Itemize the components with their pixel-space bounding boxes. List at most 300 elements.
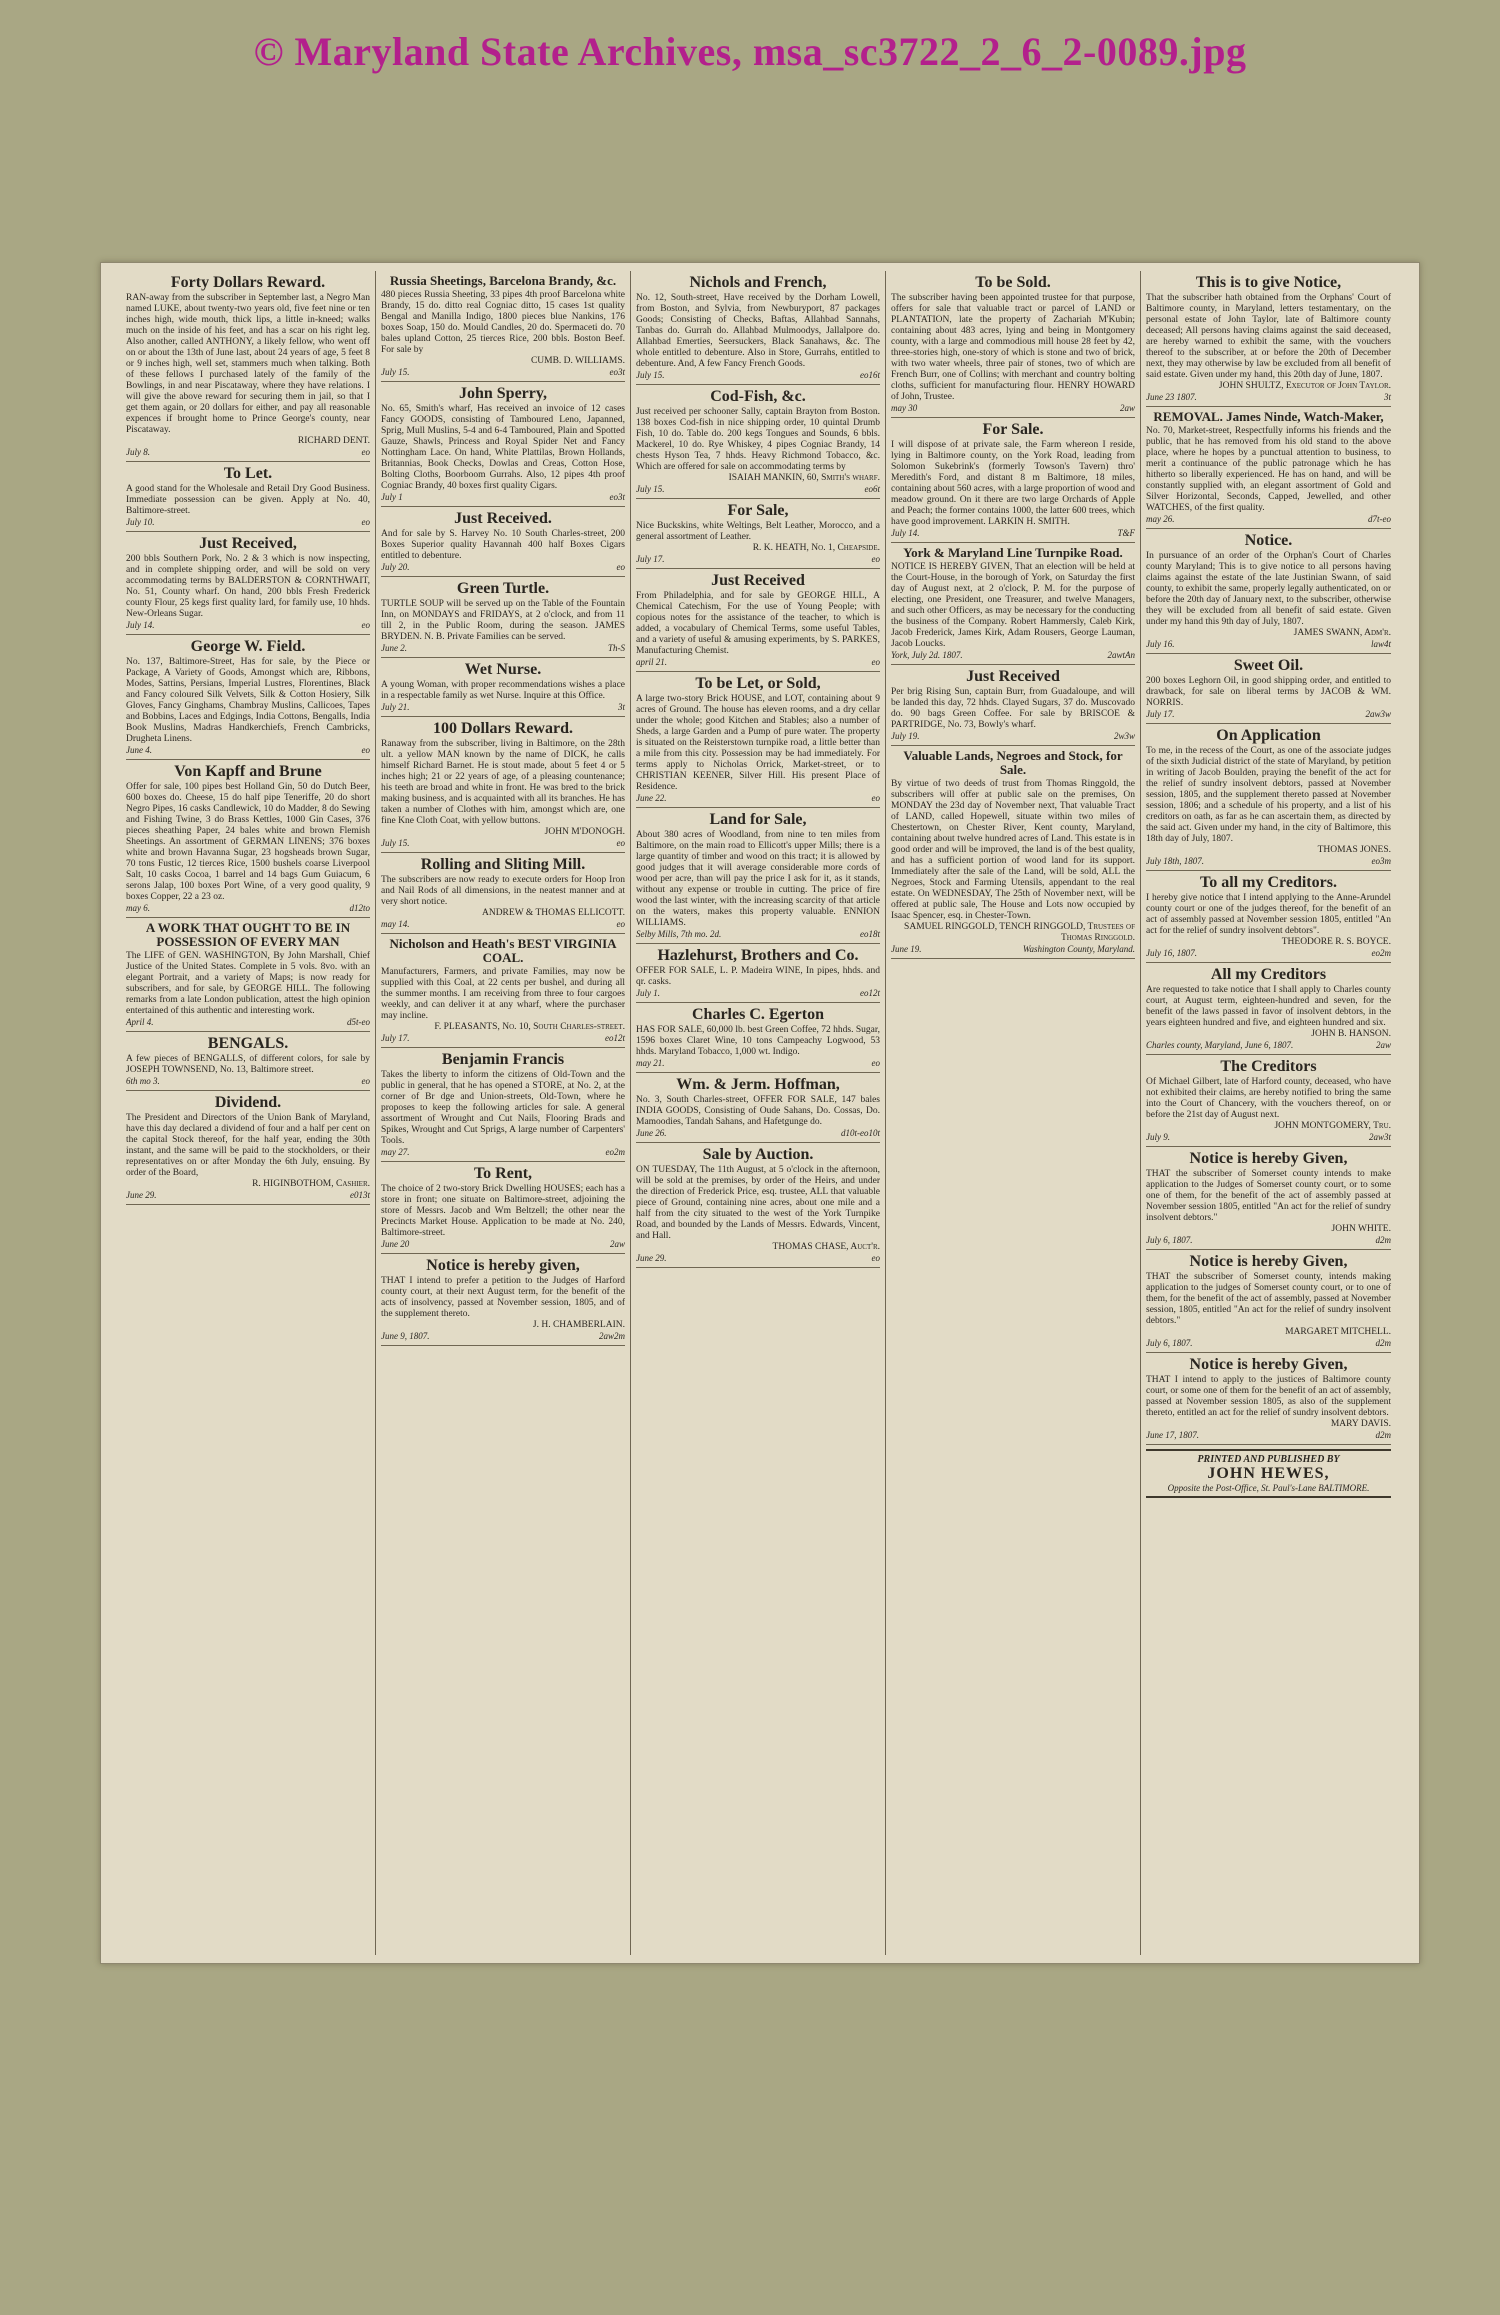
ad-title: Sweet Oil.: [1233, 657, 1304, 674]
ad-dateline: [636, 1253, 880, 1263]
ad-body: The subscriber having been appointed trustee for that purpose, offers for sale that valuable tract or parcel of LAND or PLANTATION, late the property of Zachariah M'Kubin; containing about 483 acres, lying and being in Montgomery county, with a large and commodious mill house 28 feet by 42, three-stories high, one-story of which is stone and two of brick, with two water wheels, three pair of stones, two of which are French Burr, one of Collins; with merchant and country bolting cloths, sufficient for manufacturing flour. HENRY HOWARD of John, Trustee.: [891, 293, 1135, 402]
ad-insertion-code: 3t: [617, 702, 625, 712]
advertisement: [126, 1091, 370, 1205]
advertisement: [126, 918, 370, 1032]
ad-date: July 21.: [381, 702, 410, 712]
advertisement: [891, 543, 1135, 665]
ad-signature: R. K. HEATH, No. 1, Cheapside.: [752, 543, 880, 553]
ad-title: Hazlehurst, Brothers and Co.: [657, 947, 859, 964]
ad-body: By virtue of two deeds of trust from Thomas Ringgold, the subscribers will offer at public sale on the premises, On MONDAY the 23d day of November next, That valuable Tract of LAND, called Hopewell, situate within two miles of Chestertown, on Chester River, Kent county, Maryland, containing about twelve hundred acres of Land. This estate is in good order and will be improved, the land is of the best quality, and has a sufficient portion of wood land for its support. Immediately after the sale of the Land, will be sold, ALL the Negroes, Stock and Farming Utensils, appendant to the real estate. On WEDNESDAY, The 25th of November next, will be offered at public sale, The House and Lots now occupied by Isaac Spencer, esq. in Chester-Town.: [891, 779, 1135, 921]
ad-title: All my Creditors: [1210, 966, 1327, 983]
ad-body: The President and Directors of the Union Bank of Maryland, have this day declared a dividend of four and a half per cent on the capital Stock thereof, for the half year, ending the 30th instant, and the same will be paid to the stockholders, or their representatives on or after Monday the 6th July, ensuing. By order of the Board,: [126, 1113, 370, 1178]
ad-body: Manufacturers, Farmers, and private Families, may now be supplied with this Coal, at 22 cents per bushel, and during all the summer months. I am receiving from three to four cargoes weekly, and can deliver it at any wharf, where the purchaser may incline.: [381, 967, 625, 1021]
ad-insertion-code: Th-S: [607, 643, 625, 653]
ad-title: A WORK THAT OUGHT TO BE IN POSSESSION OF EVERY MAN: [145, 920, 351, 949]
ad-insertion-code: d2m: [1375, 1235, 1391, 1245]
ad-title: Rolling and Sliting Mill.: [420, 856, 586, 873]
imprint: [1146, 1449, 1391, 1498]
advertisement: [381, 577, 625, 658]
ad-insertion-code: Washington County, Maryland.: [1022, 944, 1135, 954]
ad-dateline: [891, 944, 1135, 954]
ad-date: July 6, 1807.: [1146, 1338, 1193, 1348]
ad-dateline: [891, 650, 1135, 660]
ad-date: July 8.: [126, 447, 150, 457]
ad-body: TURTLE SOUP will be served up on the Table of the Fountain Inn, on MONDAYS and FRIDAYS, at 2 o'clock, and from 11 till 2, in the Public Room, during the season. JAMES BRYDEN. N. B. Private Families can be served.: [381, 599, 625, 642]
ad-body: A few pieces of BENGALLS, of different colors, for sale by JOSEPH TOWNSEND, No. 13, Baltimore street.: [126, 1054, 370, 1075]
advertisement: [636, 385, 880, 499]
ad-body: No. 70, Market-street, Respectfully informs his friends and the public, that he has removed from his old stand to the above place, where he hopes by a punctual attention to business, to merit a continuance of the public patronage which he has hitherto so liberally experienced. He has on hand, and will be constantly supplied with, an elegant assortment of Gold and Silver Horizontal, Seconds, Capped, Jewelled, and other WATCHES, of the first quality.: [1146, 426, 1391, 513]
advertisement: [1146, 1055, 1391, 1147]
ad-dateline: [1146, 1132, 1391, 1142]
ad-body: To me, in the recess of the Court, as one of the associate judges of the sixth Judicial district of the state of Maryland, by petition in writing of Jacob Boulden, praying the benefit of the act for the relief of sundry insolvent debtors, passed at November session, 1805, and the supplement thereto passed at November session, 1806; and a schedule of his property, and a list of his creditors on oath, as far as he can ascertain them, as directed by the said act. Given under my hand, in the city of Baltimore, this 18th day of July, 1807.: [1146, 746, 1391, 844]
ad-body: Just received per schooner Sally, captain Brayton from Boston. 138 boxes Cod-fish in nice shipping order, 10 quintal Drumb Fish, 10 do. Table do. 200 kegs Tongues and Sounds, 6 bbls. Mackerel, 10 do. Rye Whiskey, 4 pipes Cogniac Brandy, 14 chests Hyson Tea, 7 hhds. Heavy Richmond Tobacco, &c. Which are offered for sale on accommodating terms by: [636, 407, 880, 472]
ad-body: THAT the subscriber of Somerset county intends to make application to the Judges of Somerset county court, or to some one of them, for the benefit of the act of assembly passed at November session 1805, entitled "An act for the relief of sundry insolvent debtors.": [1146, 1169, 1391, 1223]
advertisement: [126, 635, 370, 760]
advertisement: [1146, 407, 1391, 529]
ad-insertion-code: eo12t: [605, 1033, 625, 1043]
ad-insertion-code: eo: [871, 1253, 880, 1263]
column-5: [1141, 271, 1396, 1955]
ad-signature: THOMAS CHASE, Auct'r.: [772, 1242, 880, 1252]
advertisement: [636, 808, 880, 944]
advertisement: [126, 462, 370, 532]
ad-title: To be Sold.: [975, 274, 1051, 291]
ad-dateline: [636, 793, 880, 803]
ad-dateline: [381, 1147, 625, 1157]
ad-insertion-code: eo3t: [609, 367, 625, 377]
ad-date: June 20: [381, 1239, 410, 1249]
advertisement: [1146, 271, 1391, 407]
ad-dateline: [381, 919, 625, 929]
ad-signature: RICHARD DENT.: [297, 436, 370, 446]
ad-dateline: [891, 731, 1135, 741]
ad-title: To be Let, or Sold,: [695, 675, 821, 692]
ad-dateline: [126, 745, 370, 755]
ad-insertion-code: 2w3w: [1113, 731, 1135, 741]
ad-dateline: [636, 1058, 880, 1068]
imprint-address: Opposite the Post-Office, St. Paul's-Lane BALTIMORE.: [1167, 1483, 1370, 1493]
ad-title: Notice is hereby Given,: [1189, 1150, 1348, 1167]
column-5-ads: [1146, 271, 1391, 1445]
ad-insertion-code: eo: [361, 745, 370, 755]
ad-body: 200 boxes Leghorn Oil, in good shipping order, and entitled to drawback, for sale on liberal terms by JACOB & WM. NORRIS.: [1146, 676, 1391, 708]
ad-signature: CUMB. D. WILLIAMS.: [530, 356, 625, 366]
advertisement: [891, 746, 1135, 959]
ad-signature: JOHN B. HANSON.: [1311, 1029, 1391, 1039]
ad-signature: SAMUEL RINGGOLD, TENCH RINGGOLD, Trustees of Thomas Ringgold.: [904, 922, 1135, 943]
ad-date: June 29.: [636, 1253, 667, 1263]
ad-title: Benjamin Francis: [441, 1051, 565, 1068]
ad-body: I will dispose of at private sale, the Farm whereon I reside, lying in Baltimore county, on the York Road, leading from Solomon Sukebrink's (formerly Towson's Tavern) thro' Meredith's Ford, and distant 8 m Baltimore, 18 miles, containing about 560 acres, with a large proportion of wood and meadow ground. On it there are two large Orchards of Apple and Peach; the former contains 1000, the latter 600 trees, which have good improvement. LARKIN H. SMITH.: [891, 440, 1135, 527]
ad-signature: MARGARET MITCHELL.: [1285, 1327, 1391, 1337]
ad-title: On Application: [1216, 727, 1321, 744]
ad-insertion-code: eo: [616, 919, 625, 929]
ad-date: June 9, 1807.: [381, 1331, 430, 1341]
ad-insertion-code: eo: [361, 447, 370, 457]
ad-signature: THOMAS JONES.: [1317, 845, 1391, 855]
ad-date: July 10.: [126, 517, 155, 527]
ad-dateline: [1146, 1430, 1391, 1440]
advertisement: [381, 271, 625, 382]
advertisement: [891, 665, 1135, 746]
ad-body: No. 3, South Charles-street, OFFER FOR SALE, 147 bales INDIA GOODS, Consisting of Oude Sahans, Do. Cossas, Do. Mamoodies, Tandah Sahans, and Hafetgunge do.: [636, 1095, 880, 1127]
ad-date: July 15.: [381, 367, 410, 377]
ad-insertion-code: d2m: [1375, 1430, 1391, 1440]
ad-body: Per brig Rising Sun, captain Burr, from Guadaloupe, and will be landed this day, 72 hhds. Clayed Sugars, 37 do. Muscovado do. 90 bags Green Coffee. For sale by BRISCOE & PARTRIDGE, No. 73, Bowly's wharf.: [891, 687, 1135, 730]
ad-date: June 23 1807.: [1146, 392, 1197, 402]
ad-dateline: [636, 1128, 880, 1138]
ad-body: THAT the subscriber of Somerset county, intends making application to the judges of Somerset county court, or to one of them, for the benefit of the act of assembly, passed at November session, 1805, entitled "An act for the relief of sundry insolvent debtors.": [1146, 1272, 1391, 1326]
ad-date: July 14.: [891, 528, 920, 538]
ad-insertion-code: eo: [871, 554, 880, 564]
ad-date: July 19.: [891, 731, 920, 741]
ad-insertion-code: eo: [616, 838, 625, 848]
ad-insertion-code: eo18t: [860, 929, 880, 939]
ad-title: The Creditors: [1220, 1058, 1317, 1075]
ad-date: July 14.: [126, 620, 155, 630]
ad-body: Of Michael Gilbert, late of Harford county, deceased, who have not exhibited their claims, are hereby notified to bring the same into the Court of Chancery, with the vouchers thereof, on or before the 21st day of August next.: [1146, 1077, 1391, 1120]
column-1: [121, 271, 376, 1955]
ad-body: 480 pieces Russia Sheeting, 33 pipes 4th proof Barcelona white Brandy, 15 do. ditto real Cogniac ditto, 15 cases 1st quality Bengal and Manilla Indigo, 1800 pieces blue Nankins, 176 boxes Soap, 150 do. Mould Candles, 20 do. Spermaceti do. 70 bales upland Cotton, 25 tierces Rice, 200 bbls. Boston Beef. For sale by: [381, 290, 625, 355]
ad-date: July 15.: [636, 370, 665, 380]
ad-dateline: [126, 620, 370, 630]
ad-dateline: [1146, 1338, 1391, 1348]
ad-title: Wm. & Jerm. Hoffman,: [676, 1076, 840, 1093]
ad-insertion-code: d12to: [349, 903, 370, 913]
advertisement: [1146, 1147, 1391, 1250]
ad-signature: R. HIGINBOTHOM, Cashier.: [252, 1179, 370, 1189]
ad-body: About 380 acres of Woodland, from nine to ten miles from Baltimore, on the main road to Ellicott's upper Mills; there is a large quantity of timber and wood on this tract; it is allowed by good judges that it will average considerable more cords of wood per acre, than will pay the price I ask for it, as it stands, without any expense or trouble in cutting. The price of fire wood the last winter, with the increasing scarcity of that article on the waters, makes this property valuable. ENNION WILLIAMS.: [636, 830, 880, 928]
ad-dateline: [381, 1331, 625, 1341]
ad-date: July 9.: [1146, 1132, 1170, 1142]
ad-dateline: [636, 554, 880, 564]
ad-body: A large two-story Brick HOUSE, and LOT, containing about 9 acres of Ground. The house has eleven rooms, and a dry cellar under the whole; good Kitchen and Stables; also a number of Sheds, a large Garden and a Pump of pure water. The property is situated on the Reisterstown turnpike road, a little better than a mile from this city. Possession may be had immediately. For terms apply to Nicholas Orrick, Market-street, or to CHRISTIAN KEENER, Silver Hill. His present Place of Residence.: [636, 694, 880, 792]
ad-date: July 6, 1807.: [1146, 1235, 1193, 1245]
ad-date: 6th mo 3.: [126, 1076, 160, 1086]
ad-title: Russia Sheetings, Barcelona Brandy, &c.: [389, 273, 617, 288]
ad-title: Nichols and French,: [689, 274, 827, 291]
ad-insertion-code: 2aw2m: [598, 1331, 625, 1341]
ad-title: Wet Nurse.: [464, 661, 542, 678]
ad-insertion-code: 3t: [1383, 392, 1391, 402]
ad-insertion-code: eo3m: [1371, 856, 1391, 866]
advertisement: [1146, 1353, 1391, 1445]
ad-insertion-code: eo2m: [1371, 948, 1391, 958]
ad-title: Notice is hereby Given,: [1189, 1253, 1348, 1270]
advertisement: [636, 1073, 880, 1143]
ad-body: No. 12, South-street, Have received by the Dorham Lowell, from Boston, and Sylvia, from Newburyport, 87 packages Goods; Consisting of Checks, Baftas, Allahbad Sannahs, Tanbas do. Gurrah do. Allahbad Mulmoodys, Jallalpore do. Allahbad Emerties, Seersuckers, Black Sanahaws, &c. The whole entitled to debenture. Also in Store, Gurrahs, entitled to debenture. And, A few Fancy French Goods.: [636, 293, 880, 369]
ad-title: BENGALS.: [207, 1035, 289, 1052]
ad-date: July 17.: [381, 1033, 410, 1043]
ad-body: The LIFE of GEN. WASHINGTON, By John Marshall, Chief Justice of the United States. Complete in 5 vols. 8vo. with an elegant Portrait, and a variety of Maps; is now ready for subscribers, and for sale, by GEORGE HILL. The following remarks from a late London publication, attest the high opinion entertained of this authentic and interesting work.: [126, 951, 370, 1016]
ad-title: John Sperry,: [458, 385, 547, 402]
ad-body: From Philadelphia, and for sale by GEORGE HILL, A Chemical Catechism, For the use of Young People; with copious notes for the assistance of the teacher, to which is added, a vocabulary of Chemical Terms, some useful Tables, and a variety of useful & amusing experiments, by S. PARKES, Manufacturing Chemist.: [636, 591, 880, 656]
advertisement: [381, 507, 625, 577]
ad-body: THAT I intend to apply to the justices of Baltimore county court, or some one of them for the benefit of an act of assembly, passed at November session 1805, as also of the supplement thereto, entitled an act for the relief of sundry insolvent debtors.: [1146, 1375, 1391, 1418]
advertisement: [381, 934, 625, 1048]
advertisement: [1146, 654, 1391, 724]
advertisement: [381, 658, 625, 717]
ad-date: June 17, 1807.: [1146, 1430, 1199, 1440]
ad-date: July 17.: [636, 554, 665, 564]
ad-signature: ISAIAH MANKIN, 60, Smith's wharf.: [728, 473, 880, 483]
ad-date: may 14.: [381, 919, 410, 929]
advertisement: [126, 760, 370, 918]
ad-date: June 29.: [126, 1190, 157, 1200]
ad-signature: ANDREW & THOMAS ELLICOTT.: [481, 908, 625, 918]
ad-insertion-code: d2m: [1375, 1338, 1391, 1348]
ad-insertion-code: eo: [871, 793, 880, 803]
ad-dateline: [126, 1190, 370, 1200]
ad-title: Dividend.: [214, 1094, 282, 1111]
ad-date: Selby Mills, 7th mo. 2d.: [636, 929, 722, 939]
imprint-printed: PRINTED AND PUBLISHED BY: [1197, 1454, 1340, 1465]
advertisement: [1146, 871, 1391, 963]
advertisement: [381, 853, 625, 934]
ad-dateline: [891, 403, 1135, 413]
archive-watermark: © Maryland State Archives, msa_sc3722_2_6_2-0089.jpg: [253, 29, 1247, 74]
ad-date: april 21.: [636, 657, 668, 667]
ad-dateline: [381, 367, 625, 377]
ad-body: The subscribers are now ready to execute orders for Hoop Iron and Nail Rods of all dimensions, in the neatest manner and at very short notice.: [381, 875, 625, 907]
ad-date: York, July 2d. 1807.: [891, 650, 963, 660]
ad-dateline: [381, 562, 625, 572]
ad-body: No. 137, Baltimore-Street, Has for sale, by the Piece or Package, A Variety of Goods, Amongst which are, Ribbons, Modes, Sattins, Persians, Imperial Lustres, Florentines, Black and Fancy coloured Silk Velvets, Silk & Cotton Hosiery, Silk Gloves, Fancy Ginghams, Chambray Muslins, Callicoes, Tapes and Bobbins, Laces and Edgings, India Cottons, Bengalls, India Book Muslins, Madras Handkerchiefs, French Cambricks, Drugheta Linens.: [126, 657, 370, 744]
ad-dateline: [126, 447, 370, 457]
ad-dateline: [126, 517, 370, 527]
ad-date: July 16.: [1146, 639, 1175, 649]
advertisement: [381, 1048, 625, 1162]
ad-signature: JOHN WHITE.: [1331, 1224, 1391, 1234]
ad-insertion-code: 2aw: [1119, 403, 1135, 413]
ad-body: That the subscriber hath obtained from the Orphans' Court of Baltimore county, in Maryland, letters testamentary, on the personal estate of John Taylor, late of Baltimore county deceased; All persons having claims against the said deceased, are hereby warned to exhibit the same, with the vouchers thereof to the subscriber, at or before the 20th of December next, they may otherwise by law be excluded from all benefit of said estate. Given under my hand, this 20th day of June, 1807.: [1146, 293, 1391, 380]
ad-insertion-code: eo16t: [860, 370, 880, 380]
ad-signature: F. PLEASANTS, No. 10, South Charles-street.: [434, 1022, 625, 1032]
column-4: [886, 271, 1141, 1955]
ad-body: Offer for sale, 100 pipes best Holland Gin, 50 do Dutch Beer, 600 boxes do. Cheese, 15 do half pipe Teneriffe, 20 do short Negro Pipes, 16 casks Candlewick, 10 do Madder, 8 do Sewing and Fishing Twine, 3 do Brass Kettles, 1000 Gin Cases, 376 pieces sheathing Paper, 24 bales white and brown Flemish Sheetings. An assortment of GERMAN LINENS; 376 boxes white and brown Havanna Sugar, 23 hogsheads brown Sugar, 70 tons Fustic, 12 tierces Rice, 1500 bushels coarse Liverpool Salt, 10 casks Cocoa, 1 barrel and 14 bags Gum Guiacum, 6 serons Jalap, 100 boxes Port Wine, of a very good quality, 9 boxes Copper, 22 a 23 oz.: [126, 782, 370, 902]
ad-title: To Rent,: [473, 1165, 533, 1182]
ad-signature: J. H. CHAMBERLAIN.: [532, 1320, 625, 1330]
ad-signature: JAMES SWANN, Adm'r.: [1293, 628, 1391, 638]
ad-insertion-code: eo6t: [864, 484, 880, 494]
ad-title: Just Received: [711, 572, 805, 589]
ad-body: Takes the liberty to inform the citizens of Old-Town and the public in general, that he has opened a STORE, at No. 2, at the corner of Br dge and Union-streets, Old-Town, where he proposes to keep the following articles for sale. A general assortment of Wrought and Cut Nails, Flooring Brads and Spikes, Wrought and Cut Sprigs, A large number of Carpenters' Tools.: [381, 1070, 625, 1146]
advertisement-columns: [121, 271, 1399, 1955]
ad-date: July 1: [381, 492, 403, 502]
advertisement: [126, 271, 370, 462]
ad-body: In pursuance of an order of the Orphan's Court of Charles county Maryland; This is to give notice to all persons having claims against the estate of the late Justinian Swann, of said county, to exhibit the same, properly legally authenticated, on or before the 20th day of January next, to the subscriber, otherwise they will be excluded from all benefit of said estate. Given under my hand this 9th day of July, 1807.: [1146, 551, 1391, 627]
ad-date: June 4.: [126, 745, 152, 755]
ad-date: June 19.: [891, 944, 922, 954]
ad-title: To Let.: [223, 465, 273, 482]
ad-insertion-code: d5t-eo: [347, 1017, 370, 1027]
ad-dateline: [381, 1239, 625, 1249]
ad-title: Just Received: [966, 668, 1060, 685]
ad-dateline: [126, 903, 370, 913]
column-2: [376, 271, 631, 1955]
ad-title: Forty Dollars Reward.: [170, 274, 326, 291]
advertisement: [636, 672, 880, 808]
ad-title: 100 Dollars Reward.: [433, 720, 573, 737]
advertisement: [636, 944, 880, 1003]
ad-dateline: [1146, 948, 1391, 958]
ad-title: Von Kapff and Brune: [174, 763, 322, 780]
ad-insertion-code: 2aw3t: [1368, 1132, 1391, 1142]
ad-date: may 6.: [126, 903, 150, 913]
ad-body: RAN-away from the subscriber in September last, a Negro Man named LUKE, about twenty-two years old, five feet nine or ten inches high, wide mouth, thick lips, a little in-kneed; walks much on the inside of his feet, and has a scar on his right leg. Also another, called ANTHONY, a likely fellow, who went off on or about the 13th of June last, about 24 years of age, 5 feet 8 or 9 inches high, well set, stammers much when talking. Both of these fellows I purchased lately of the family of the Bowlings, in and near Piscataway, where they have relations. I will give the above reward for securing them in jail, so that I get them again, or 20 dollars for either, and pay all reasonable expences if brought home to Prince George's county, near Piscataway.: [126, 293, 370, 435]
ad-date: June 2.: [381, 643, 407, 653]
ad-title: Notice.: [1244, 532, 1293, 549]
ad-date: July 15.: [636, 484, 665, 494]
ad-title: Valuable Lands, Negroes and Stock, for Sale.: [903, 748, 1123, 777]
ad-body: A good stand for the Wholesale and Retail Dry Good Business. Immediate possession can be given. Apply at No. 40, Baltimore-street.: [126, 484, 370, 516]
ad-body: HAS FOR SALE, 60,000 lb. best Green Coffee, 72 hhds. Sugar, 1596 boxes Claret Wine, 10 tons Campeachy Logwood, 53 hhds. Maryland Tobacco, 1,000 wt. Indigo.: [636, 1025, 880, 1057]
ad-insertion-code: eo12t: [860, 988, 880, 998]
ad-dateline: [1146, 709, 1391, 719]
ad-dateline: [381, 643, 625, 653]
ad-date: Charles county, Maryland, June 6, 1807.: [1146, 1040, 1294, 1050]
advertisement: [1146, 724, 1391, 871]
ad-insertion-code: 2aw: [1375, 1040, 1391, 1050]
ad-dateline: [636, 988, 880, 998]
ad-insertion-code: eo: [361, 517, 370, 527]
ad-date: June 26.: [636, 1128, 667, 1138]
advertisement: [1146, 963, 1391, 1055]
ad-insertion-code: eo: [361, 1076, 370, 1086]
ad-signature: THEODORE R. S. BOYCE.: [1281, 937, 1391, 947]
ad-insertion-code: eo: [871, 657, 880, 667]
ad-insertion-code: eo: [616, 562, 625, 572]
ad-title: Just Received.: [454, 510, 552, 527]
ad-date: July 20.: [381, 562, 410, 572]
advertisement: [126, 1032, 370, 1091]
ad-body: The choice of 2 two-story Brick Dwelling HOUSES; each has a store in front; one situate on Baltimore-street, adjoining the store of Messrs. Jacob and Wm Beltzell; the other near the Precincts Market House. Application to be made at No. 240, Baltimore-street.: [381, 1184, 625, 1238]
advertisement: [381, 1254, 625, 1346]
advertisement: [636, 569, 880, 672]
ad-title: Land for Sale,: [709, 811, 807, 828]
ad-insertion-code: eo2m: [605, 1147, 625, 1157]
ad-date: July 18th, 1807.: [1146, 856, 1204, 866]
advertisement: [636, 1003, 880, 1073]
ad-insertion-code: T&F: [1117, 528, 1135, 538]
ad-dateline: [636, 370, 880, 380]
ad-dateline: [381, 492, 625, 502]
ad-body: THAT I intend to prefer a petition to the Judges of Harford county court, at their next August term, for the benefit of the acts of insolvency, passed at November session, 1805, and of the supplement thereto.: [381, 1276, 625, 1319]
ad-insertion-code: law4t: [1370, 639, 1391, 649]
newspaper-page: [100, 262, 1420, 1964]
ad-body: ON TUESDAY, The 11th August, at 5 o'clock in the afternoon, will be sold at the premises, by order of the Heirs, and under the direction of Frederick Price, esq. trustee, ALL that valuable piece of Ground, containing nine acres, about one mile and a half from the city situated to the west of the York Turnpike Road, and bounded by the Lands of Messrs. Edwards, Vincent, and Hall.: [636, 1165, 880, 1241]
ad-signature: JOHN M'DONOGH.: [544, 827, 625, 837]
ad-body: Ranaway from the subscriber, living in Baltimore, on the 28th ult. a yellow MAN known by the name of DICK, he calls himself Richard Barnet. He is stout made, about 5 feet 4 or 5 inches high; 21 or 22 years of age, of a pleasing countenance; his teeth are broad and white in front. He was bred to the brick making business, and is acquainted with all its branches. He has taken a number of Clothes with him, amongst which are, one fine Kne Cloth Coat, with yellow buttons.: [381, 739, 625, 826]
ad-dateline: [1146, 1040, 1391, 1050]
ad-title: Notice is hereby given,: [426, 1257, 580, 1274]
ad-body: NOTICE IS HEREBY GIVEN, That an election will be held at the Court-House, in the borough of York, on Saturday the first day of August next, at 2 o'clock, P. M. for the purpose of electing, one President, one Treasurer, and twelve Managers, and such other Officers, as may be necessary for the conducting the business of the Company. Robert Hammersly, Caleb Kirk, Jacob Frederick, James Kirk, Adam Rousers, George Lauman, Jacob Loucks.: [891, 562, 1135, 649]
ad-body: I hereby give notice that I intend applying to the Anne-Arundel county court or one of the judges thereof, for the benefit of an act of assembly passed at November session 1805, entitled "An act for the relief of sundry insolvent debtors".: [1146, 893, 1391, 936]
ad-date: may 30: [891, 403, 918, 413]
ad-title: York & Maryland Line Turnpike Road.: [903, 545, 1123, 560]
ad-dateline: [381, 1033, 625, 1043]
ad-signature: MARY DAVIS.: [1330, 1419, 1391, 1429]
ad-insertion-code: eo3t: [609, 492, 625, 502]
imprint-name: JOHN HEWES,: [1207, 1465, 1330, 1482]
ad-insertion-code: e013t: [350, 1190, 370, 1200]
advertisement: [891, 418, 1135, 543]
ad-insertion-code: 2aw3w: [1365, 709, 1391, 719]
ad-date: April 4.: [126, 1017, 154, 1027]
ad-signature: JOHN MONTGOMERY, Tru.: [1274, 1121, 1391, 1131]
ad-title: This is to give Notice,: [1195, 274, 1342, 291]
ad-body: A young Woman, with proper recommendations wishes a place in a respectable family as wet Nurse. Inquire at this Office.: [381, 680, 625, 701]
ad-body: OFFER FOR SALE, L. P. Madeira WINE, In pipes, hhds. and qr. casks.: [636, 966, 880, 987]
ad-title: Notice is hereby Given,: [1189, 1356, 1348, 1373]
ad-date: may 26.: [1146, 514, 1175, 524]
ad-insertion-code: d7t-eo: [1368, 514, 1391, 524]
ad-dateline: [636, 484, 880, 494]
ad-title: REMOVAL. James Ninde, Watch-Maker,: [1153, 409, 1384, 424]
ad-body: Are requested to take notice that I shall apply to Charles county court, at August term, eighteen-hundred and seven, for the benefit of the laws passed in favor of insolvent debtors, in the years eighteen hundred and five, and eighteen hundred and six.: [1146, 985, 1391, 1028]
ad-date: July 16, 1807.: [1146, 948, 1197, 958]
ad-dateline: [1146, 856, 1391, 866]
ad-dateline: [1146, 639, 1391, 649]
ad-body: No. 65, Smith's wharf, Has received an invoice of 12 cases Fancy GOODS, consisting of Tamboured Leno, Japanned, Sprig, Mull Muslins, 5-4 and 6-4 Tamboured, Plain and Spotted Gauze, Shawls, Princess and Royal Spider Net and Fancy Nottingham Lace. On hand, White Plattilas, Brown Hollands, Britannias, Book Checks, Dowlas and Creas, Cotton Hose, Bolting Cloths, Boorboom Gurrahs. Also, 12 pipes 4th proof Cogniac Brandy, 40 boxes first quality Cigars.: [381, 404, 625, 491]
advertisement: [636, 271, 880, 385]
ad-body: 200 bbls Southern Pork, No. 2 & 3 which is now inspecting, and in complete shipping order, and will be sold on very accommodating terms by BALDERSTON & CORNTHWAIT, No. 51, County wharf. On hand, 200 bbls Fresh Frederick county Flour, 25 kegs first quality lard, for family use, 10 hhds. New-Orleans Sugar.: [126, 554, 370, 619]
ad-date: may 21.: [636, 1058, 665, 1068]
ad-insertion-code: eo: [871, 1058, 880, 1068]
ad-dateline: [126, 1076, 370, 1086]
ad-body: Nice Buckskins, white Weltings, Belt Leather, Morocco, and a general assortment of Leather.: [636, 521, 880, 542]
ad-title: For Sale.: [982, 421, 1044, 438]
ad-title: Nicholson and Heath's BEST VIRGINIA COAL.: [389, 936, 617, 965]
ad-insertion-code: 2awtAn: [1107, 650, 1135, 660]
ad-title: Charles C. Egerton: [692, 1006, 824, 1023]
ad-dateline: [636, 929, 880, 939]
ad-date: may 27.: [381, 1147, 410, 1157]
ad-body: And for sale by S. Harvey No. 10 South Charles-street, 200 Boxes Superior quality Havannah 400 half Boxes Cigars entitled to debenture.: [381, 529, 625, 561]
ad-insertion-code: d10t-eo10t: [841, 1128, 880, 1138]
advertisement: [1146, 529, 1391, 654]
ad-dateline: [891, 528, 1135, 538]
advertisement: [381, 1162, 625, 1254]
advertisement: [381, 717, 625, 853]
ad-title: Green Turtle.: [456, 580, 550, 597]
ad-title: Sale by Auction.: [702, 1146, 814, 1163]
ad-title: To all my Creditors.: [1200, 874, 1337, 891]
advertisement: [126, 532, 370, 635]
ad-date: July 15.: [381, 838, 410, 848]
advertisement: [381, 382, 625, 507]
ad-dateline: [381, 838, 625, 848]
ad-title: George W. Field.: [190, 638, 306, 655]
ad-insertion-code: 2aw: [609, 1239, 625, 1249]
advertisement: [636, 499, 880, 569]
ad-dateline: [1146, 1235, 1391, 1245]
ad-dateline: [126, 1017, 370, 1027]
ad-dateline: [381, 702, 625, 712]
ad-title: Just Received,: [199, 535, 297, 552]
advertisement: [636, 1143, 880, 1268]
advertisement: [1146, 1250, 1391, 1353]
ad-title: Cod-Fish, &c.: [710, 388, 806, 405]
ad-date: July 17.: [1146, 709, 1175, 719]
column-3: [631, 271, 886, 1955]
advertisement: [891, 271, 1135, 418]
ad-insertion-code: eo: [361, 620, 370, 630]
ad-title: For Sale,: [727, 502, 789, 519]
ad-dateline: [636, 657, 880, 667]
ad-date: July 1.: [636, 988, 660, 998]
ad-date: June 22.: [636, 793, 667, 803]
